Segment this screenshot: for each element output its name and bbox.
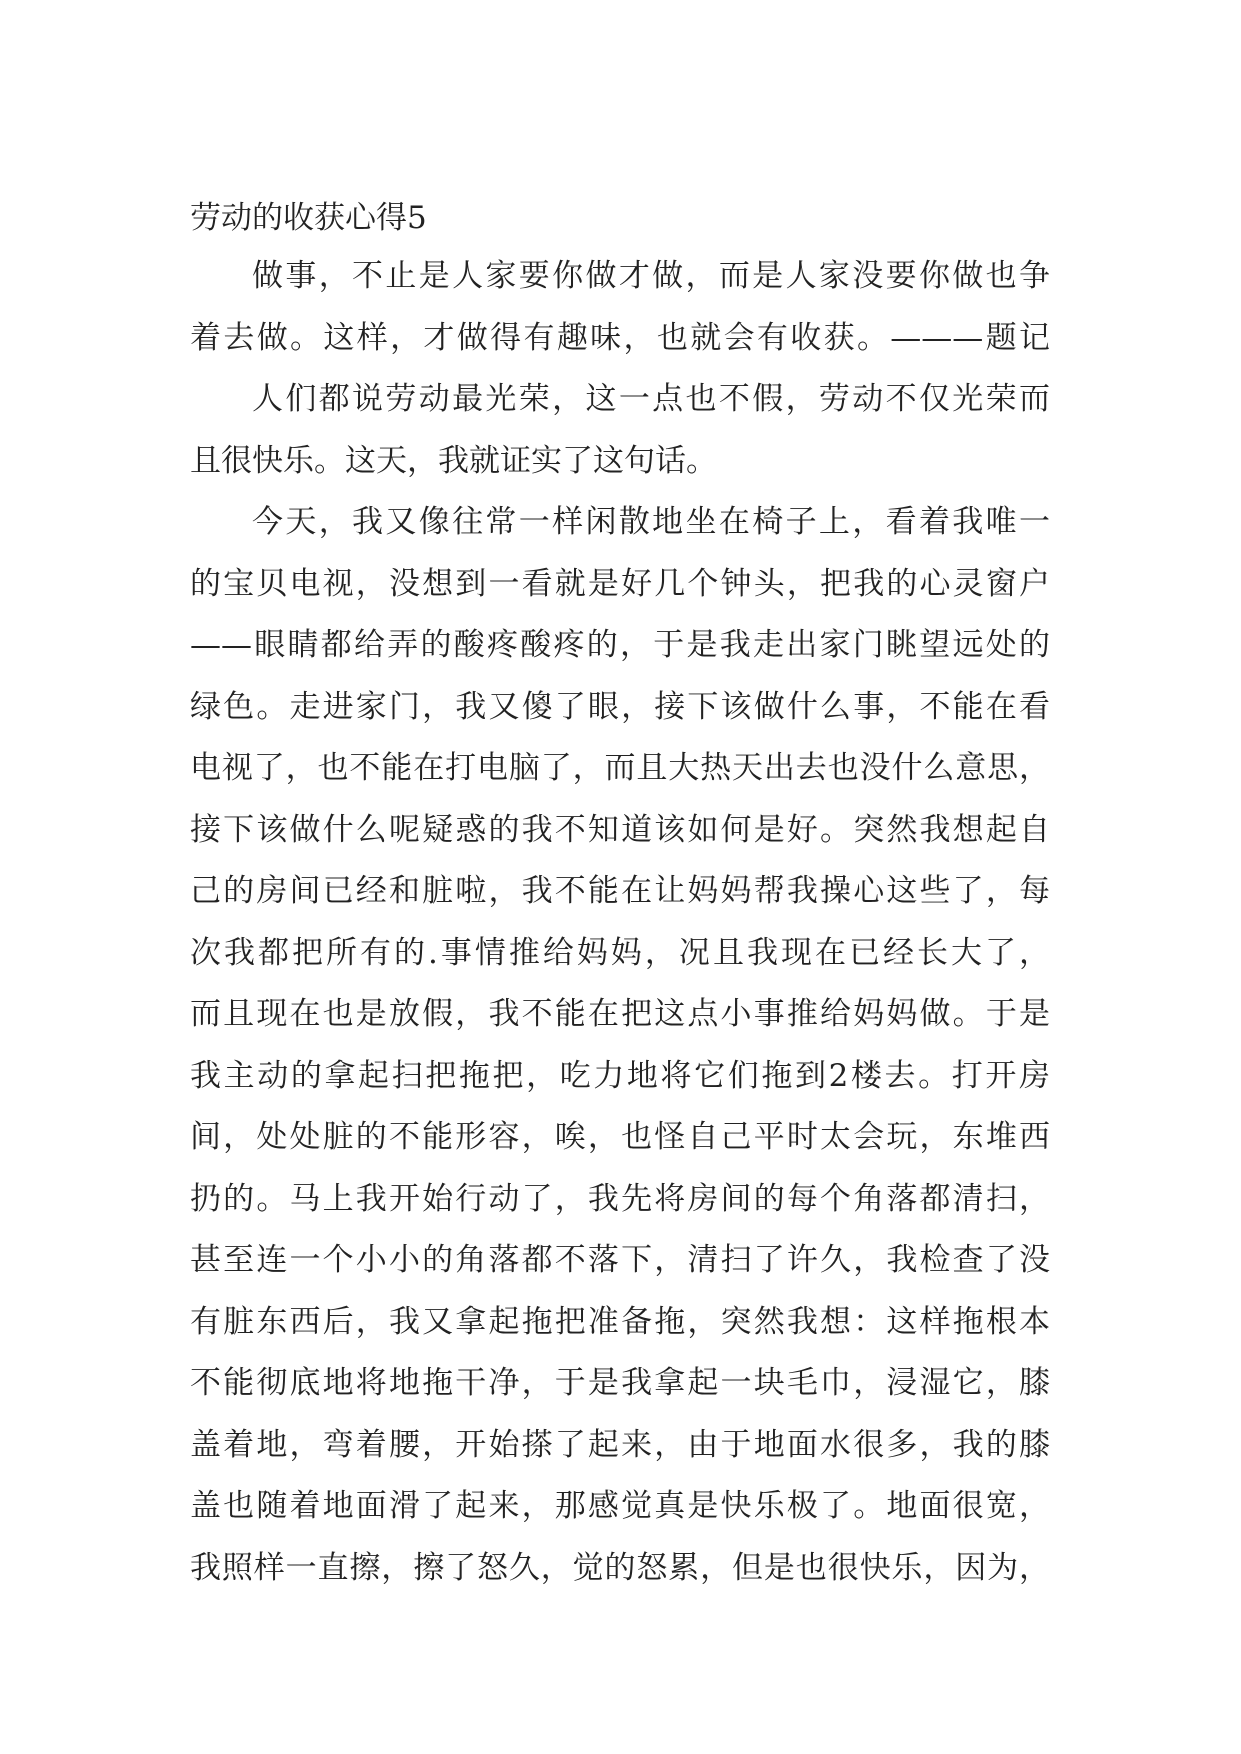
- text-line: ——眼睛都给弄的酸疼酸疼的，于是我走出家门眺望远处的: [190, 627, 1050, 663]
- text-line: 着去做。这样，才做得有趣味，也就会有收获。———题记: [190, 319, 1050, 356]
- document-text: [190, 246, 1050, 1599]
- text-line: 甚至连一个小小的角落都不落下，清扫了许久，我检查了没: [190, 1242, 1050, 1278]
- text-line: 我照样一直擦，擦了怒久，觉的怒累，但是也很快乐，因为，: [190, 1549, 1050, 1586]
- text-line: 次我都把所有的.事情推给妈妈，况且我现在已经长大了，: [190, 934, 1050, 971]
- text-line: 己的房间已经和脏啦，我不能在让妈妈帮我操心这些了，每: [190, 873, 1050, 909]
- document-title: 劳动的收获心得5: [190, 200, 427, 236]
- text-line: 扔的。马上我开始行动了，我先将房间的每个角落都清扫，: [190, 1180, 1050, 1217]
- text-line: 且很快乐。这天，我就证实了这句话。: [190, 442, 717, 479]
- document-body: [190, 190, 1050, 1599]
- text-line: 有脏东西后，我又拿起拖把准备拖，突然我想：这样拖根本: [190, 1303, 1050, 1340]
- text-line: 做事，不止是人家要你做才做，而是人家没要你做也争: [252, 258, 1050, 294]
- text-line: 的宝贝电视，没想到一看就是好几个钟头，把我的心灵窗户: [190, 565, 1050, 602]
- text-line: 盖着地，弯着腰，开始搽了起来，由于地面水很多，我的膝: [190, 1426, 1050, 1463]
- text-line: 而且现在也是放假，我不能在把这点小事推给妈妈做。于是: [190, 996, 1050, 1032]
- text-line: 人们都说劳动最光荣，这一点也不假，劳动不仅光荣而: [252, 381, 1050, 417]
- text-line: 电视了，也不能在打电脑了，而且大热天出去也没什么意思，: [190, 750, 1050, 786]
- text-line: 不能彻底地将地拖干净，于是我拿起一块毛巾，浸湿它，膝: [190, 1365, 1050, 1401]
- text-line: 绿色。走进家门，我又傻了眼，接下该做什么事，不能在看: [190, 688, 1050, 725]
- text-line: 今天，我又像往常一样闲散地坐在椅子上，看着我唯一: [252, 504, 1050, 540]
- text-line: 接下该做什么呢疑惑的我不知道该如何是好。突然我想起自: [190, 811, 1050, 848]
- text-line: 间，处处脏的不能形容，唉，也怪自己平时太会玩，东堆西: [190, 1119, 1050, 1155]
- text-line: 我主动的拿起扫把拖把，吃力地将它们拖到2楼去。打开房: [190, 1057, 1050, 1094]
- text-line: 盖也随着地面滑了起来，那感觉真是快乐极了。地面很宽，: [190, 1488, 1050, 1524]
